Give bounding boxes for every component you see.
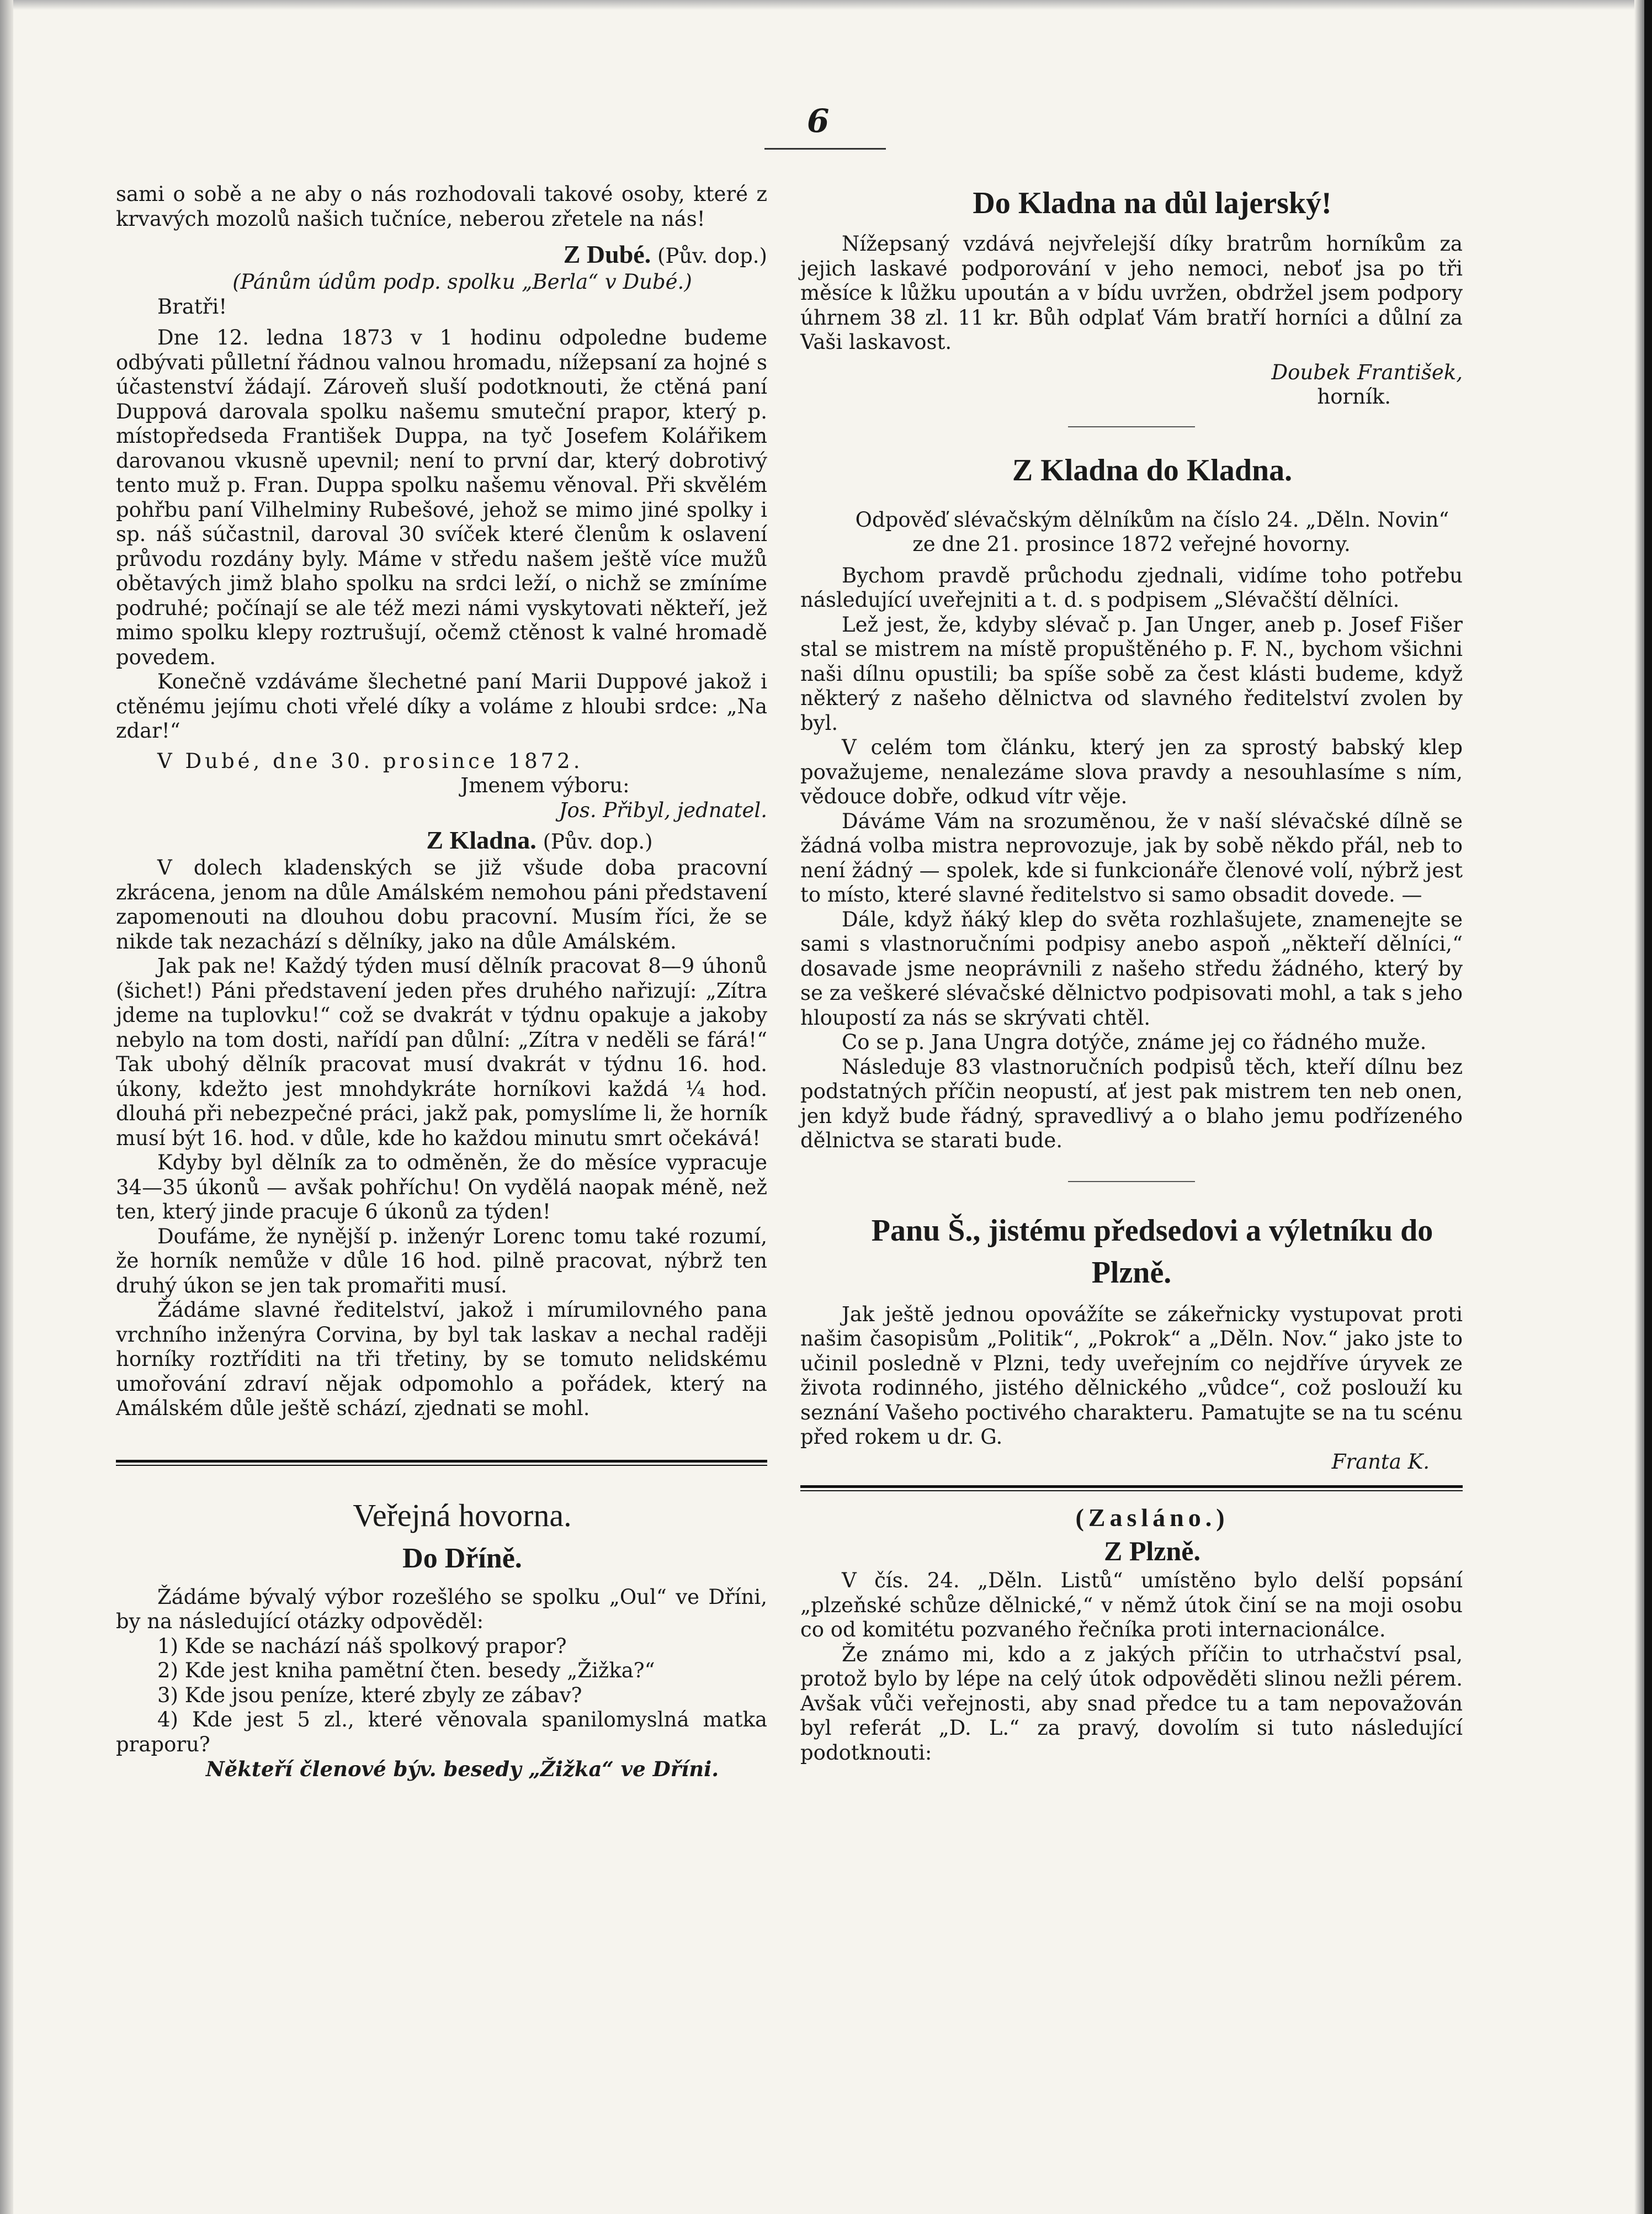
panu-heading: Panu Š., jistému předsedovi a výletníku do Plzně. — [871, 1213, 1433, 1290]
drine-heading: Do Dříně. — [402, 1542, 522, 1574]
lajersky-sign-name: Doubek František, — [1271, 360, 1463, 384]
lajersky-sign-role: horník. — [1317, 385, 1391, 409]
panu-paragraph: Jak ještě jednou opovážíte se zákeřnicky vystupovat proti našim časopisům „Politik“, „Pokrok“ a „Děln. Nov.“ jako jste to učinil posledně v Plzni, tedy uveřejním co nejdříve úryvek ze života rodinného, jistého dělnického „vůdce“, což poslouží ku seznání Vašeho poctivého charakteru. Pamatujte se na tu scénu před rokem u dr. G. — [800, 1302, 1463, 1449]
scan-edge-left — [0, 0, 13, 2214]
dube-greeting: Bratři! — [157, 294, 227, 319]
kladno-paragraph: Žádáme slavné ředitelství, jakož i mírumilovného pana vrchního inženýra Corvina, by byl tak laskav a nechal raději horníky roztříditi na tři třetiny, by se tomuto nelidskému umořování zdraví nějak odpomohlo a pořádek, který na Amálském důle ještě schází, zjednati se mohl. — [116, 1298, 767, 1420]
kladno-source: (Pův. dop.) — [543, 830, 653, 854]
kladna-paragraph: Bychom pravdě průchodu zjednali, vidíme toho potřebu následující uveřejniti a t. d. s podpisem „Slévačští dělníci. — [800, 563, 1463, 612]
drine-question: 3) Kde jsou peníze, které zbyly ze zábav? — [157, 1683, 582, 1707]
right-column — [800, 182, 1463, 1765]
page-number: 6 — [807, 102, 830, 140]
kladna-paragraph: Dále, když ňáký klep do světa rozhlašujete, znamenejte se sami s vlastnoručními podpisy anebo aspoň „někteří dělníci,“ dosavade jsme neoprávnili z našeho středu žádného, který by se za veškeré slévačské dělnictvo podpisovati mohl, a tak s jeho hloupostí za nás se skrývati chtěl. — [800, 907, 1463, 1030]
dube-paragraph: Konečně vzdáváme šlechetné paní Marii Duppové jakož i ctěnému jejímu choti vřelé díky a voláme z hloubi srdce: „Na zdar!“ — [116, 670, 767, 743]
public-forum-title: Veřejná hovorna. — [353, 1497, 572, 1533]
zaslano-label: (Zasláno.) — [1075, 1503, 1229, 1532]
lajersky-heading: Do Kladna na důl lajerský! — [973, 186, 1332, 220]
dube-source: (Pův. dop.) — [657, 244, 767, 268]
kladna-paragraph: Následuje 83 vlastnoručních podpisů těch, kteří dílnu bez podstatných příčin neopustí, ať jest pak mistrem ten neb onen, jen když bude řádný, spravedlivý a o blaho jemu podřízeného dělnictva se starati bude. — [800, 1055, 1463, 1152]
dube-heading: Z Dubé. — [563, 240, 651, 268]
kladna-paragraph: V celém tom článku, který jen za sprostý babský klep považujeme, nenalezáme slova pravdy a nesouhlasíme s ním, vědouce dobře, odkud vítr věje. — [800, 735, 1463, 808]
dube-paragraph: Dne 12. ledna 1873 v 1 hodinu odpoledne budeme odbývati půlletní řádnou valnou hromadu, nížepsaní za hojné s účastenství žádají. Zároveň sluší podotknouti, že ctěná paní Duppová darovala spolku našemu smuteční prapor, který p. místopředseda František Duppa, na tyč Josefem Kolářikem darovanou vkusně upevnil; není to první dar, který dobrotivý tento muž p. Fran. Duppa spolku našemu věnoval. Při skvělém pohřbu paní Vilhelminy Rubešové, jehož se mimo jiné spolky i sp. náš súčastnil, daroval 30 svíček které členům k oslavení průvodu rozdány byly. Máme v středu našem ještě více mužů obětavých jimž blaho spolku na srdci leží, o nichž se zmíníme podruhé; počínají se ale též mezi námi vyskytovati někteří, jež mimo spolku klepy roztrušují, očemž ctěnost k valné hromadě povedem. — [116, 326, 767, 669]
lajersky-paragraph: Nížepsaný vzdává nejvřelejší díky bratrům horníkům za jejich laskavé podporování v jeho nemoci, neboť jsa po tři měsíce k lůžku upoután a v bídu uvržen, obdržel jsem podpory úhrnem 38 zl. 11 kr. Bůh odplať Vám bratří horníci a důlní za Vaši laskavost. — [800, 232, 1463, 354]
kladna-heading: Z Kladna do Kladna. — [1012, 453, 1293, 488]
drine-intro: Žádáme bývalý výbor rozešlého se spolku „Oul“ ve Dříni, by na následující otázky odpověděl: — [116, 1585, 767, 1633]
drine-question: 2) Kde jest kniha pamětní čten. besedy „Žižka?“ — [157, 1659, 655, 1682]
kladna-paragraph: Lež jest, že, kdyby slévač p. Jan Unger, aneb p. Josef Fišer stal se mistrem na místě propuštěného p. F. N., bychom všichni naši dílnu opustili; ba spíše sobě za čest klásti budeme, když některý z našeho dělnictva od slavného ředitelství zvolen by byl. — [800, 612, 1463, 735]
kladna-subtitle: Odpověď slévačským dělníkům na číslo 24. „Děln. Novin“ ze dne 21. prosince 1872 veřejné hovorny. — [855, 507, 1449, 556]
left-column — [116, 182, 767, 1782]
dube-heading-line — [116, 239, 767, 270]
section-divider — [800, 1485, 1463, 1491]
kladno-paragraph: Jak pak ne! Každý týden musí dělník pracovat 8—9 úhonů (šichet!) Páni představení jeden přes druhého nařizují: „Zítra jdeme na tuplovku!“ což se dvakrát v týdnu opakuje a jakoby nebylo na tom dosti, nařídí pan důlní: „Zítra v neděli se fárá!“ Tak ubohý dělník pracovat musí dvakrát v týdnu 16. hod. úkony, kdežto jest mnohdykráte horníkovi každá ¼ hod. dlouhá při nebezpečné práci, jakž pak, pomyslíme li, že horník musí být 16. hod. v důle, kde ho každou minutu smrt očekává! — [116, 954, 767, 1150]
intro-paragraph: sami o sobě a ne aby o nás rozhodovali takové osoby, které z krvavých mozolů našich tučníce, neberou zřetele na nás! — [116, 182, 767, 231]
page-number-rule — [764, 148, 886, 150]
plzen-heading: Z Plzně. — [1104, 1535, 1201, 1566]
dube-dateline: V Dubé, dne 30. prosince 1872. — [157, 749, 583, 773]
drine-question: 1) Kde se nachází náš spolkový prapor? — [157, 1634, 567, 1658]
plzen-paragraph: V čís. 24. „Děln. Listů“ umístěno bylo delší popsání „plzeňské schůze dělnické,“ v němž útok činí se na moji osobu co od komitétu pozvaného řečníka proti internacionálce. — [800, 1569, 1463, 1641]
kladno-heading-line — [270, 825, 767, 856]
dube-sign-name: Jos. Přibyl, jednatel. — [559, 798, 767, 822]
dube-addressee: (Pánům údům podp. spolku „Berla“ v Dubé.) — [232, 270, 692, 294]
drine-question: 4) Kde jest 5 zl., které věnovala spanilomyslná matka praporu? — [116, 1708, 767, 1756]
kladno-heading: Z Kladna. — [426, 826, 536, 854]
kladna-paragraph: Dáváme Vám na srozuměnou, že v naší slévačské dílně se žádná volba mistra neprovozuje, jak by sobě někdo přál, neb to není žádný — spolek, kde si funkcionáře členové volí, nýbrž jest to místo, které slavné ředitelstvo si samo obsadit dovede. — — [800, 809, 1463, 907]
kladno-paragraph: Kdyby byl dělník za to odměněn, že do měsíce vypracuje 34—35 úkonů — avšak pohříchu! On vydělá naopak méně, než ten, který jinde pracuje 6 úkonů za týden! — [116, 1151, 767, 1223]
scan-edge-top — [0, 0, 1652, 10]
panu-signature: Franta K. — [1331, 1449, 1430, 1474]
drine-signature: Někteří členové býv. besedy „Žižka“ ve Dříni. — [205, 1757, 719, 1781]
kladno-paragraph: Doufáme, že nynější p. inženýr Lorenc tomu také rozumí, že horník nemůže v důle 16 hod. pilně pracovat, nýbrž ten druhý úkon se jen tak promařiti musí. — [116, 1224, 767, 1297]
scan-edge-right — [1644, 0, 1652, 2214]
dube-sign-label: Jmenem výboru: — [460, 774, 630, 797]
plzen-paragraph: Že známo mi, kdo a z jakých příčin to utrhačství psal, protož bylo by lépe na celý útok odpověděti slinou nežli pérem. Avšak vůči veřejnosti, aby snad předce tu a tam nepovažován byl referát „D. L.“ za pravý, dovolím si tuto následující podotknouti: — [800, 1642, 1463, 1765]
kladna-paragraph: Co se p. Jana Ungra dotýče, známe jej co řádného muže. — [842, 1030, 1427, 1054]
kladno-paragraph: V dolech kladenských se již všude doba pracovní zkrácena, jenom na důle Amálském nemohou páni představení zapomenouti na dlouhou dobu pracovní. Musím říci, že se nikde tak nezachází s dělníky, jako na důle Amálském. — [116, 856, 767, 954]
section-divider — [116, 1460, 767, 1466]
scan-edge-shadow — [1634, 0, 1644, 2214]
